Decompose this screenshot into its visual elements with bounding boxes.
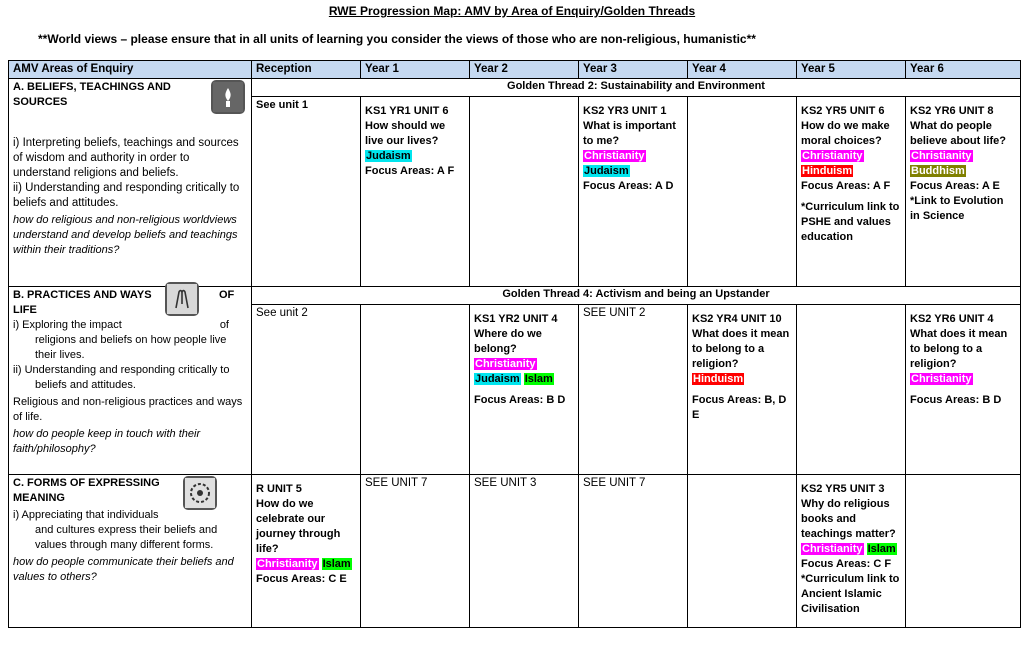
c-year3: SEE UNIT 7 xyxy=(579,475,688,628)
c-year1: SEE UNIT 7 xyxy=(361,475,470,628)
unit-code: KS2 YR6 UNIT 4 xyxy=(910,313,994,325)
unit-question: What does it mean to belong to a religion? xyxy=(692,328,790,370)
circle-of-figures-icon xyxy=(183,476,217,510)
curriculum-link: *Curriculum link to PSHE and values education xyxy=(801,201,900,243)
area-a-cell xyxy=(9,79,252,287)
header-reception: Reception xyxy=(252,61,361,79)
area-c-point-i: i) Appreciating that individuals and cultures express their beliefs and values through many different forms. xyxy=(13,509,218,551)
area-a-point-ii: ii) Understanding and responding critically to beliefs and attitudes. xyxy=(13,182,240,209)
unit-question: How do we celebrate our journey through life? xyxy=(256,498,341,555)
header-year1: Year 1 xyxy=(361,61,470,79)
a-year3 xyxy=(579,97,688,287)
islam-tag: Islam xyxy=(867,543,896,555)
christianity-tag: Christianity xyxy=(802,150,863,162)
unit-question: What does it mean to belong to a religion? xyxy=(910,328,1008,370)
area-c-title2: MEANING xyxy=(13,492,65,504)
header-year6: Year 6 xyxy=(906,61,1021,79)
islam-tag: Islam xyxy=(524,373,553,385)
area-c-cell xyxy=(9,475,252,628)
christianity-tag: Christianity xyxy=(802,543,863,555)
c-reception xyxy=(252,475,361,628)
header-year5: Year 5 xyxy=(797,61,906,79)
a-year6 xyxy=(906,97,1021,287)
c-year2: SEE UNIT 3 xyxy=(470,475,579,628)
area-c-question: how do people communicate their beliefs and values to others? xyxy=(13,556,234,583)
c-year5 xyxy=(797,475,906,628)
area-b-question: how do people keep in touch with their faith/philosophy? xyxy=(13,428,201,455)
b-year6 xyxy=(906,305,1021,475)
buddhism-tag: Buddhism xyxy=(911,165,965,177)
unit-question: Where do we belong? xyxy=(474,328,542,355)
christianity-tag: Christianity xyxy=(257,558,318,570)
hinduism-tag: Hinduism xyxy=(693,373,744,385)
area-b-point-i-cont: religions and beliefs on how people live their lives. xyxy=(35,334,227,361)
christianity-tag: Christianity xyxy=(584,150,645,162)
judaism-tag: Judaism xyxy=(475,373,520,385)
unit-code: KS1 YR1 UNIT 6 xyxy=(365,105,449,117)
golden-thread-2: Golden Thread 2: Sustainability and Environment xyxy=(252,79,1021,97)
area-a-point-i: i) Interpreting beliefs, teachings and sources of wisdom and authority in order to understand religions and beliefs. xyxy=(13,137,239,179)
b-year5 xyxy=(797,305,906,475)
c-year6 xyxy=(906,475,1021,628)
document-title: RWE Progression Map: AMV by Area of Enquiry/Golden Threads xyxy=(328,4,696,18)
a-year1 xyxy=(361,97,470,287)
area-a-title1: A. BELIEFS, TEACHINGS AND xyxy=(13,81,171,93)
curriculum-link: *Link to Evolution in Science xyxy=(910,195,1004,222)
c-year4 xyxy=(688,475,797,628)
b-year1 xyxy=(361,305,470,475)
christianity-tag: Christianity xyxy=(911,373,972,385)
focus-areas: Focus Areas: C E xyxy=(256,573,347,585)
unit-code: KS2 YR5 UNIT 6 xyxy=(801,105,885,117)
area-a-question: how do religious and non-religious worldviews understand and develop beliefs and teachings within their traditions? xyxy=(13,214,238,256)
b-year3: SEE UNIT 2 xyxy=(579,305,688,475)
unit-code: KS2 YR3 UNIT 1 xyxy=(583,105,667,117)
header-areas: AMV Areas of Enquiry xyxy=(9,61,252,79)
hinduism-tag: Hinduism xyxy=(802,165,853,177)
header-year4: Year 4 xyxy=(688,61,797,79)
unit-question: Why do religious books and teachings matter? xyxy=(801,498,896,540)
b-year4 xyxy=(688,305,797,475)
area-b-practices: Religious and non-religious practices and ways of life. xyxy=(13,396,243,423)
world-views-note: **World views – please ensure that in all units of learning you consider the views of those who are non-religious, humanistic** xyxy=(38,32,756,46)
b-year2 xyxy=(470,305,579,475)
b-reception: See unit 2 xyxy=(252,305,361,475)
area-b-of2: of xyxy=(219,319,229,331)
christianity-tag: Christianity xyxy=(911,150,972,162)
a-year2 xyxy=(470,97,579,287)
unit-code: KS2 YR6 UNIT 8 xyxy=(910,105,994,117)
focus-areas: Focus Areas: B D xyxy=(474,394,566,406)
focus-areas: Focus Areas: B, D E xyxy=(692,394,787,421)
unit-code: R UNIT 5 xyxy=(256,483,302,495)
unit-code: KS2 YR5 UNIT 3 xyxy=(801,483,885,495)
praying-hands-icon xyxy=(165,282,199,316)
unit-question: What is important to me? xyxy=(583,120,676,147)
focus-areas: Focus Areas: B D xyxy=(910,394,1002,406)
focus-areas: Focus Areas: A E xyxy=(910,180,1000,192)
golden-thread-4: Golden Thread 4: Activism and being an Upstander xyxy=(252,287,1021,305)
area-b-title2: LIFE xyxy=(13,304,37,316)
header-year2: Year 2 xyxy=(470,61,579,79)
unit-code: KS2 YR4 UNIT 10 xyxy=(692,313,782,325)
header-row xyxy=(9,61,1021,79)
header-year3: Year 3 xyxy=(579,61,688,79)
a-reception: See unit 1 xyxy=(252,97,361,287)
judaism-tag: Judaism xyxy=(584,165,629,177)
area-c-title1: C. FORMS OF EXPRESSING xyxy=(13,477,160,489)
unit-question: What do people believe about life? xyxy=(910,120,1006,147)
area-b-point-ii: ii) Understanding and responding critically to beliefs and attitudes. xyxy=(13,364,230,391)
area-a-title2: SOURCES xyxy=(13,96,68,108)
a-year4 xyxy=(688,97,797,287)
area-b-cell xyxy=(9,287,252,475)
focus-areas: Focus Areas: A F xyxy=(365,165,455,177)
area-b-point-i: i) Exploring the impact xyxy=(13,319,122,331)
unit-code: KS1 YR2 UNIT 4 xyxy=(474,313,558,325)
a-year5 xyxy=(797,97,906,287)
islam-tag: Islam xyxy=(322,558,351,570)
focus-areas: Focus Areas: A D xyxy=(583,180,674,192)
unit-question: How do we make moral choices? xyxy=(801,120,890,147)
judaism-tag: Judaism xyxy=(366,150,411,162)
area-b-of: OF xyxy=(219,289,235,301)
progression-table xyxy=(8,60,1021,628)
christianity-tag: Christianity xyxy=(475,358,536,370)
focus-areas: Focus Areas: A F xyxy=(801,180,891,192)
area-b-title1: B. PRACTICES AND WAYS xyxy=(13,289,152,301)
curriculum-link: *Curriculum link to Ancient Islamic Civilisation xyxy=(801,573,900,615)
candle-icon xyxy=(211,80,245,114)
focus-areas: Focus Areas: C F xyxy=(801,558,892,570)
unit-question: How should we live our lives? xyxy=(365,120,446,147)
